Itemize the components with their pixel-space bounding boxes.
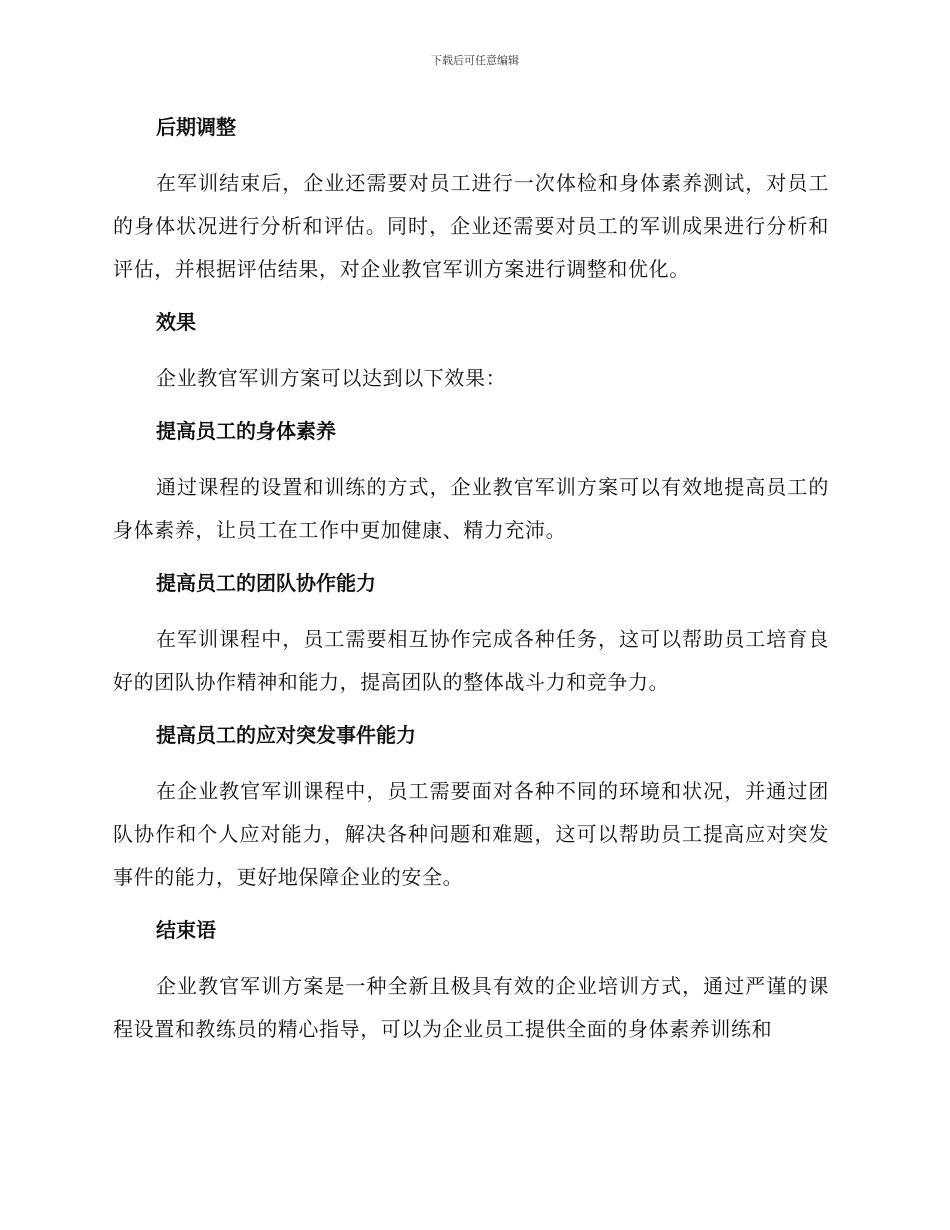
page-header: 下载后可任意编辑 — [431, 54, 519, 67]
section-heading-effects: 效果 — [156, 310, 196, 334]
paragraph-adjustment: 在军训结束后，企业还需要对员工进行一次体检和身体素养测试，对员工的身体状况进行分析和评估。同时，企业还需要对员工的军训成果进行分析和评估，并根据评估结果，对企业教官军训方案进行调整和优化。 — [113, 171, 829, 281]
section-heading-teamwork: 提高员工的团队协作能力 — [156, 571, 376, 595]
document-body — [113, 108, 829, 1051]
paragraph-conclusion: 企业教官军训方案是一种全新且极具有效的企业培训方式，通过严谨的课程设置和教练员的精心指导，可以为企业员工提供全面的身体素养训练和 — [113, 974, 829, 1041]
section-heading-adjustment: 后期调整 — [156, 115, 236, 139]
section-heading-emergency-response: 提高员工的应对突发事件能力 — [156, 723, 416, 747]
paragraph-physical-quality: 通过课程的设置和训练的方式，企业教官军训方案可以有效地提高员工的身体素养，让员工在工作中更加健康、精力充沛。 — [113, 475, 829, 542]
paragraph-effects: 企业教官军训方案可以达到以下效果： — [156, 366, 507, 390]
section-heading-conclusion: 结束语 — [156, 918, 216, 942]
paragraph-teamwork: 在军训课程中，员工需要相互协作完成各种任务，这可以帮助员工培育良好的团队协作精神和能力，提高团队的整体战斗力和竞争力。 — [113, 627, 829, 694]
paragraph-emergency-response: 在企业教官军训课程中，员工需要面对各种不同的环境和状况，并通过团队协作和个人应对能力，解决各种问题和难题，这可以帮助员工提高应对突发事件的能力，更好地保障企业的安全。 — [113, 779, 829, 889]
section-heading-physical-quality: 提高员工的身体素养 — [156, 419, 336, 443]
